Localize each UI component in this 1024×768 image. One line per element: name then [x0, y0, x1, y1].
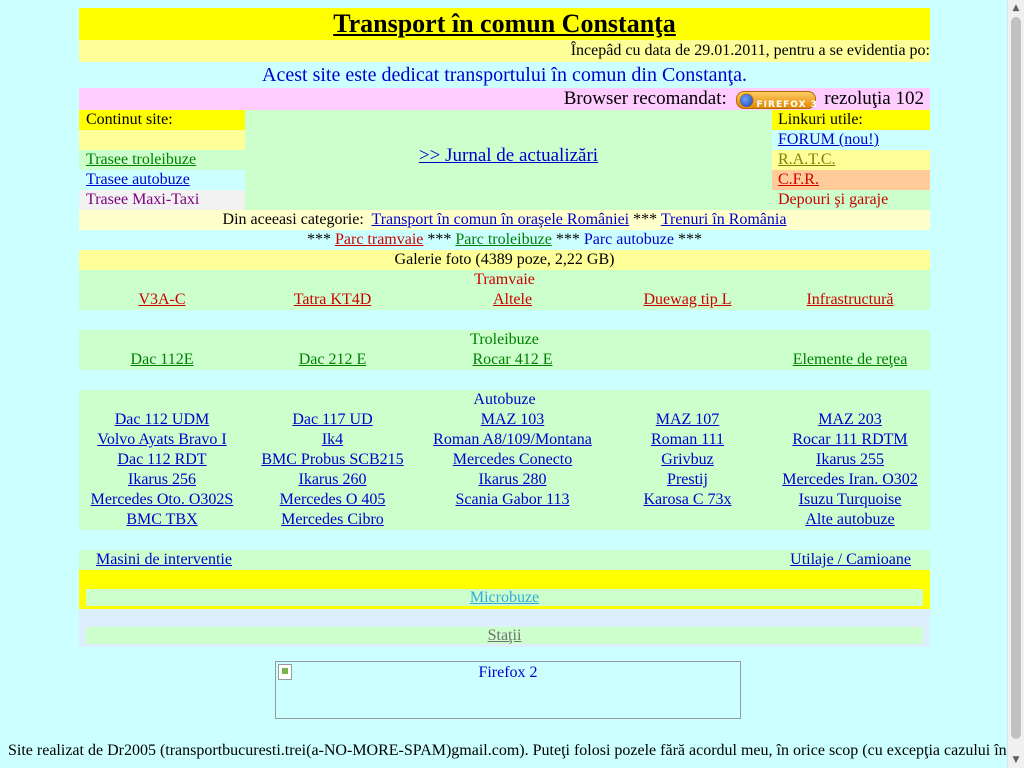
- statii-link[interactable]: Staţii: [487, 627, 522, 644]
- bus-model-link[interactable]: Mercedes Cibro: [281, 511, 384, 528]
- broken-image-icon: [278, 664, 292, 680]
- bus-model-link[interactable]: MAZ 103: [480, 411, 545, 428]
- bus-model-cell: [79, 490, 245, 510]
- microbuze-box: [79, 570, 930, 609]
- intervention-vehicles-link[interactable]: Masini de interventie: [96, 551, 232, 568]
- trolley-section: [79, 330, 930, 370]
- tram-grid: [79, 290, 930, 310]
- tram-section-title: Tramvaie: [474, 271, 535, 288]
- bus-model-cell: [420, 490, 605, 510]
- main-table: [79, 8, 930, 647]
- parks-row: [79, 230, 930, 250]
- bus-model-cell: [245, 450, 420, 470]
- content-menu-item-trolley-routes[interactable]: [79, 150, 245, 170]
- useful-link-ratc[interactable]: [772, 150, 930, 170]
- category-label: Din aceeasi categorie:: [222, 211, 364, 228]
- bus-model-link[interactable]: Dac 112 RDT: [117, 451, 207, 468]
- trolley-park-link[interactable]: Parc troleibuze: [455, 231, 552, 248]
- trolley-grid: [79, 350, 930, 370]
- bus-model-link[interactable]: Ikarus 260: [298, 471, 367, 488]
- marquee-text: Începâd cu data de 29.01.2011, pentru a se evidentia po:: [570, 42, 930, 59]
- bus-model-link[interactable]: Roman 111: [650, 431, 725, 448]
- bus-model-cell: [770, 510, 930, 530]
- tram-model-link[interactable]: Duewag tip L: [643, 291, 732, 308]
- bus-model-link[interactable]: Scania Gabor 113: [455, 491, 570, 508]
- news-marquee: [79, 40, 930, 62]
- tram-model-cell: [245, 290, 420, 310]
- trolley-model-link[interactable]: Elemente de reţea: [792, 351, 908, 368]
- microbuze-link[interactable]: Microbuze: [469, 589, 540, 606]
- journal-link[interactable]: >> Jurnal de actualizări: [418, 145, 599, 166]
- section-gap: [79, 310, 930, 330]
- parks-separator: ***: [427, 231, 452, 248]
- section-gap: [79, 370, 930, 390]
- parks-separator: ***: [555, 231, 580, 248]
- depots-text: Depouri şi garaje: [778, 191, 889, 208]
- bus-model-cell: [245, 470, 420, 490]
- trolley-model-cell: [245, 350, 420, 370]
- page-title-link[interactable]: Transport în comun Constanţa: [333, 9, 676, 38]
- parks-separator: ***: [678, 231, 702, 248]
- bus-model-link[interactable]: MAZ 203: [818, 411, 882, 428]
- bus-model-link[interactable]: Grivbuz: [661, 451, 714, 468]
- bus-model-link[interactable]: Roman A8/109/Montana: [433, 431, 592, 448]
- bus-model-link[interactable]: BMC TBX: [126, 511, 198, 528]
- footer-text: Site realizat de Dr2005 (transportbucuresti.trei(a-NO-MORE-SPAM)gmail.com). Puteţi folosi pozele fără acordul meu, în orice scop (cu excepţia cazului în: [8, 742, 1007, 759]
- parks-separator: ***: [307, 231, 331, 248]
- trolley-section-title: Troleibuze: [470, 331, 539, 348]
- category-separator: ***: [633, 211, 658, 228]
- bus-model-cell: [420, 450, 605, 470]
- bus-model-link[interactable]: Mercedes Conecto: [452, 451, 573, 468]
- firefox-icon: [739, 93, 754, 108]
- useful-links: [772, 110, 930, 210]
- bus-model-cell: [245, 410, 420, 430]
- forum-link[interactable]: FORUM (nou!): [778, 131, 879, 148]
- scrollbar-thumb[interactable]: [1011, 17, 1021, 739]
- dedication-text: Acest site este dedicat transportului în comun din Constanţa.: [79, 62, 930, 88]
- tram-model-link[interactable]: V3A-C: [138, 291, 186, 308]
- tram-model-cell: [420, 290, 605, 310]
- bus-grid: [79, 410, 930, 530]
- useful-link-depots: [772, 190, 930, 210]
- bus-model-cell: [420, 510, 605, 530]
- section-gap: [79, 530, 930, 550]
- useful-links-title: Linkuri utile:: [772, 110, 930, 130]
- tram-model-cell: [605, 290, 770, 310]
- tram-model-link[interactable]: Infrastructură: [806, 291, 894, 308]
- bus-model-link[interactable]: Ik4: [321, 431, 344, 448]
- navigation-area: [79, 110, 930, 210]
- bus-model-link[interactable]: Mercedes O 405: [279, 491, 386, 508]
- bus-model-link[interactable]: Mercedes Iran. O302: [782, 471, 918, 488]
- statii-box: [79, 609, 930, 647]
- bus-model-link[interactable]: MAZ 107: [655, 411, 720, 428]
- scroll-down-arrow-icon[interactable]: ▼: [1012, 755, 1020, 765]
- bus-model-cell: [605, 410, 770, 430]
- bus-model-cell: [605, 470, 770, 490]
- firefox-badge-text: FIREFOX 3: [756, 99, 818, 110]
- tram-model-link[interactable]: Tatra KT4D: [293, 291, 372, 308]
- bus-model-link[interactable]: Ikarus 255: [816, 451, 884, 468]
- trolley-model-cell: [770, 350, 930, 370]
- bus-routes-link[interactable]: Trasee autobuze: [86, 171, 190, 188]
- useful-link-forum[interactable]: [772, 130, 930, 150]
- maxitaxi-routes-link[interactable]: Trasee Maxi-Taxi: [86, 191, 200, 208]
- firefox-badge[interactable]: [736, 91, 816, 109]
- microbuze-cell: [86, 589, 923, 606]
- useful-link-cfr[interactable]: [772, 170, 930, 190]
- content-menu-title: Continut site:: [79, 110, 245, 130]
- bus-model-cell: [420, 410, 605, 430]
- bus-model-cell: [770, 470, 930, 490]
- bus-model-cell: [420, 470, 605, 490]
- bus-model-cell: [770, 450, 930, 470]
- content-menu: [79, 110, 245, 210]
- trolley-model-cell: [420, 350, 605, 370]
- content-menu-item-bus-routes[interactable]: [79, 170, 245, 190]
- bus-section-title: Autobuze: [473, 391, 536, 408]
- service-vehicles-row: [79, 550, 930, 570]
- browser-label: Browser recomandat:: [563, 88, 727, 109]
- trucks-link[interactable]: Utilaje / Camioane: [790, 551, 911, 568]
- bus-model-cell: [770, 490, 930, 510]
- bus-model-link[interactable]: Prestij: [667, 471, 708, 488]
- bus-model-cell: [245, 430, 420, 450]
- trolley-routes-link[interactable]: Trasee troleibuze: [86, 151, 197, 168]
- ratc-link[interactable]: R.A.T.C.: [778, 151, 836, 168]
- bus-model-link[interactable]: BMC Probus SCB215: [261, 451, 404, 468]
- firefox-image-placeholder[interactable]: [275, 661, 741, 719]
- bus-model-link[interactable]: Karosa C 73x: [643, 491, 732, 508]
- bus-model-cell: [245, 510, 420, 530]
- bus-model-link[interactable]: Dac 112 UDM: [114, 411, 210, 428]
- bus-model-cell: [79, 410, 245, 430]
- tram-park-link[interactable]: Parc tramvaie: [335, 231, 424, 248]
- tram-model-cell: [770, 290, 930, 310]
- browser-recommendation: [79, 88, 930, 110]
- bus-model-link[interactable]: Rocar 111 RDTM: [792, 431, 908, 448]
- bus-model-link[interactable]: Isuzu Turquoise: [798, 491, 902, 508]
- same-category-row: [79, 210, 930, 230]
- bus-model-cell: [79, 430, 245, 450]
- bus-park-text: Parc autobuze: [583, 231, 674, 248]
- cfr-link[interactable]: C.F.R.: [778, 171, 819, 188]
- journal-cell: [245, 110, 772, 210]
- trolley-model-link[interactable]: Rocar 412 E: [472, 351, 553, 368]
- romania-transport-link[interactable]: Transport în comun în oraşele României: [371, 211, 630, 228]
- bus-model-cell: [79, 510, 245, 530]
- bus-model-cell: [605, 430, 770, 450]
- bus-model-link[interactable]: Ikarus 256: [128, 471, 196, 488]
- resolution-label: rezoluţia 102: [824, 88, 924, 109]
- bus-model-link[interactable]: Mercedes Oto. O302S: [90, 491, 234, 508]
- bus-model-cell: [605, 450, 770, 470]
- page-title: [79, 8, 930, 40]
- trolley-model-link[interactable]: Dac 112E: [130, 351, 194, 368]
- trolley-model-link[interactable]: Dac 212 E: [298, 351, 367, 368]
- bus-model-cell: [245, 490, 420, 510]
- bus-model-cell: [770, 410, 930, 430]
- bus-model-link[interactable]: Volvo Ayats Bravo I: [97, 431, 227, 448]
- tram-model-link[interactable]: Altele: [492, 291, 533, 308]
- vertical-scrollbar[interactable]: [1007, 0, 1024, 768]
- romania-trains-link[interactable]: Trenuri în România: [660, 211, 787, 228]
- bus-model-cell: [770, 430, 930, 450]
- photo-gallery-header: Galerie foto (4389 poze, 2,22 GB): [79, 250, 930, 270]
- content-menu-spacer: [79, 130, 245, 150]
- content-menu-item-maxitaxi-routes[interactable]: [79, 190, 245, 210]
- statii-cell: [86, 627, 923, 644]
- bus-model-link[interactable]: Alte autobuze: [805, 511, 895, 528]
- bus-model-cell: [79, 450, 245, 470]
- scroll-up-arrow-icon[interactable]: ▲: [1012, 3, 1020, 13]
- bus-model-link[interactable]: Ikarus 280: [478, 471, 547, 488]
- bus-model-cell: [420, 430, 605, 450]
- bus-section: [79, 390, 930, 530]
- trolley-model-cell: [605, 350, 770, 370]
- bus-model-cell: [79, 470, 245, 490]
- bus-model-cell: [605, 510, 770, 530]
- bus-model-cell: [605, 490, 770, 510]
- tram-model-cell: [79, 290, 245, 310]
- firefox-image-alt: Firefox 2: [478, 664, 538, 681]
- trolley-model-cell: [79, 350, 245, 370]
- bus-model-link[interactable]: Dac 117 UD: [292, 411, 373, 428]
- tram-section: [79, 270, 930, 310]
